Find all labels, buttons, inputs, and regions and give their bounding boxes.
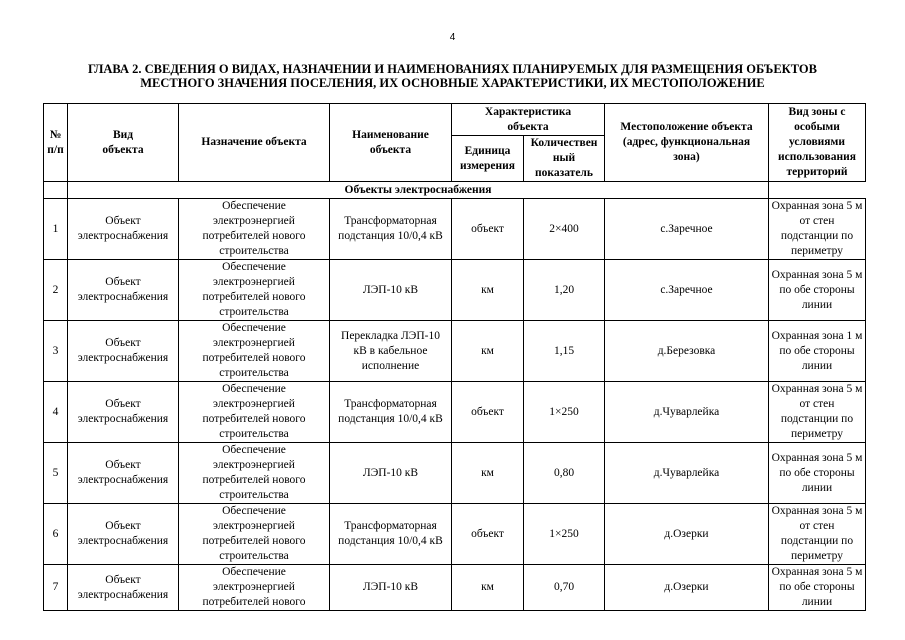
header-num: № п/п: [44, 104, 68, 182]
cell-quantity: 1×250: [524, 504, 605, 565]
cell-num: 7: [44, 565, 68, 611]
chapter-title-line-1: ГЛАВА 2. СВЕДЕНИЯ О ВИДАХ, НАЗНАЧЕНИИ И НАИМЕНОВАНИЯХ ПЛАНИРУЕМЫХ ДЛЯ РАЗМЕЩЕНИЯ ОБЪЕКТОВ: [88, 62, 817, 76]
cell-unit: объект: [452, 504, 524, 565]
cell-location: д.Озерки: [605, 504, 769, 565]
chapter-title-line-2: МЕСТНОГО ЗНАЧЕНИЯ ПОСЕЛЕНИЯ, ИХ ОСНОВНЫЕ ХАРАКТЕРИСТИКИ, ИХ МЕСТОПОЛОЖЕНИЕ: [140, 76, 765, 90]
cell-location: д.Березовка: [605, 321, 769, 382]
section-blank-cell: [44, 182, 68, 199]
header-zone-type: Вид зоны с особыми условиями использования территорий: [769, 104, 866, 182]
cell-location: с.Заречное: [605, 260, 769, 321]
cell-purpose: Обеспечение электроэнергией потребителей нового строительства: [179, 321, 330, 382]
cell-zone-type: Охранная зона 5 м от стен подстанции по периметру: [769, 199, 866, 260]
header-purpose: Назначение объекта: [179, 104, 330, 182]
cell-object-type: Объект электроснабжения: [68, 199, 179, 260]
cell-quantity: 0,80: [524, 443, 605, 504]
cell-unit: км: [452, 565, 524, 611]
cell-object-name: ЛЭП-10 кВ: [330, 260, 452, 321]
table-row: [44, 382, 866, 443]
cell-location: с.Заречное: [605, 199, 769, 260]
header-characteristic: Характеристика объекта: [452, 104, 605, 136]
table-row: [44, 260, 866, 321]
cell-num: 3: [44, 321, 68, 382]
chapter-title: [40, 62, 865, 90]
section-row: [44, 182, 866, 199]
cell-unit: км: [452, 443, 524, 504]
cell-object-type: Объект электроснабжения: [68, 321, 179, 382]
cell-num: 5: [44, 443, 68, 504]
cell-unit: объект: [452, 199, 524, 260]
page-number: 4: [449, 32, 456, 43]
cell-object-name: ЛЭП-10 кВ: [330, 443, 452, 504]
table-row: [44, 199, 866, 260]
cell-purpose: Обеспечение электроэнергией потребителей нового строительства: [179, 382, 330, 443]
cell-object-name: Трансформаторная подстанция 10/0,4 кВ: [330, 199, 452, 260]
table-header-row-1: [44, 104, 866, 136]
cell-purpose: Обеспечение электроэнергией потребителей нового строительства: [179, 199, 330, 260]
cell-unit: км: [452, 321, 524, 382]
header-object-name: Наименование объекта: [330, 104, 452, 182]
cell-unit: км: [452, 260, 524, 321]
objects-table: [43, 103, 866, 611]
header-object-type: Вид объекта: [68, 104, 179, 182]
table-body: [44, 182, 866, 611]
cell-quantity: 0,70: [524, 565, 605, 611]
cell-quantity: 2×400: [524, 199, 605, 260]
cell-num: 1: [44, 199, 68, 260]
cell-object-type: Объект электроснабжения: [68, 443, 179, 504]
cell-zone-type: Охранная зона 5 м по обе стороны линии: [769, 443, 866, 504]
cell-zone-type: Охранная зона 1 м по обе стороны линии: [769, 321, 866, 382]
cell-object-type: Объект электроснабжения: [68, 382, 179, 443]
cell-quantity: 1,15: [524, 321, 605, 382]
cell-location: д.Озерки: [605, 565, 769, 611]
cell-num: 6: [44, 504, 68, 565]
header-quantity: Количествен ный показатель: [524, 136, 605, 182]
table-row: [44, 565, 866, 611]
cell-purpose: Обеспечение электроэнергией потребителей нового: [179, 565, 330, 611]
cell-purpose: Обеспечение электроэнергией потребителей нового строительства: [179, 443, 330, 504]
cell-location: д.Чуварлейка: [605, 443, 769, 504]
cell-purpose: Обеспечение электроэнергией потребителей нового строительства: [179, 504, 330, 565]
cell-zone-type: Охранная зона 5 м от стен подстанции по периметру: [769, 382, 866, 443]
cell-zone-type: Охранная зона 5 м по обе стороны линии: [769, 565, 866, 611]
table-row: [44, 504, 866, 565]
cell-quantity: 1,20: [524, 260, 605, 321]
cell-object-name: Перекладка ЛЭП-10 кВ в кабельное исполнение: [330, 321, 452, 382]
section-title: Объекты электроснабжения: [68, 182, 769, 199]
cell-purpose: Обеспечение электроэнергией потребителей нового строительства: [179, 260, 330, 321]
cell-num: 2: [44, 260, 68, 321]
table-row: [44, 443, 866, 504]
cell-object-type: Объект электроснабжения: [68, 260, 179, 321]
cell-quantity: 1×250: [524, 382, 605, 443]
cell-object-name: Трансформаторная подстанция 10/0,4 кВ: [330, 504, 452, 565]
table-row: [44, 321, 866, 382]
header-location: Местоположение объекта (адрес, функциональная зона): [605, 104, 769, 182]
cell-num: 4: [44, 382, 68, 443]
cell-object-name: ЛЭП-10 кВ: [330, 565, 452, 611]
cell-zone-type: Охранная зона 5 м по обе стороны линии: [769, 260, 866, 321]
cell-object-name: Трансформаторная подстанция 10/0,4 кВ: [330, 382, 452, 443]
header-unit: Единица измерения: [452, 136, 524, 182]
cell-object-type: Объект электроснабжения: [68, 565, 179, 611]
cell-location: д.Чуварлейка: [605, 382, 769, 443]
cell-unit: объект: [452, 382, 524, 443]
cell-object-type: Объект электроснабжения: [68, 504, 179, 565]
cell-zone-type: Охранная зона 5 м от стен подстанции по периметру: [769, 504, 866, 565]
